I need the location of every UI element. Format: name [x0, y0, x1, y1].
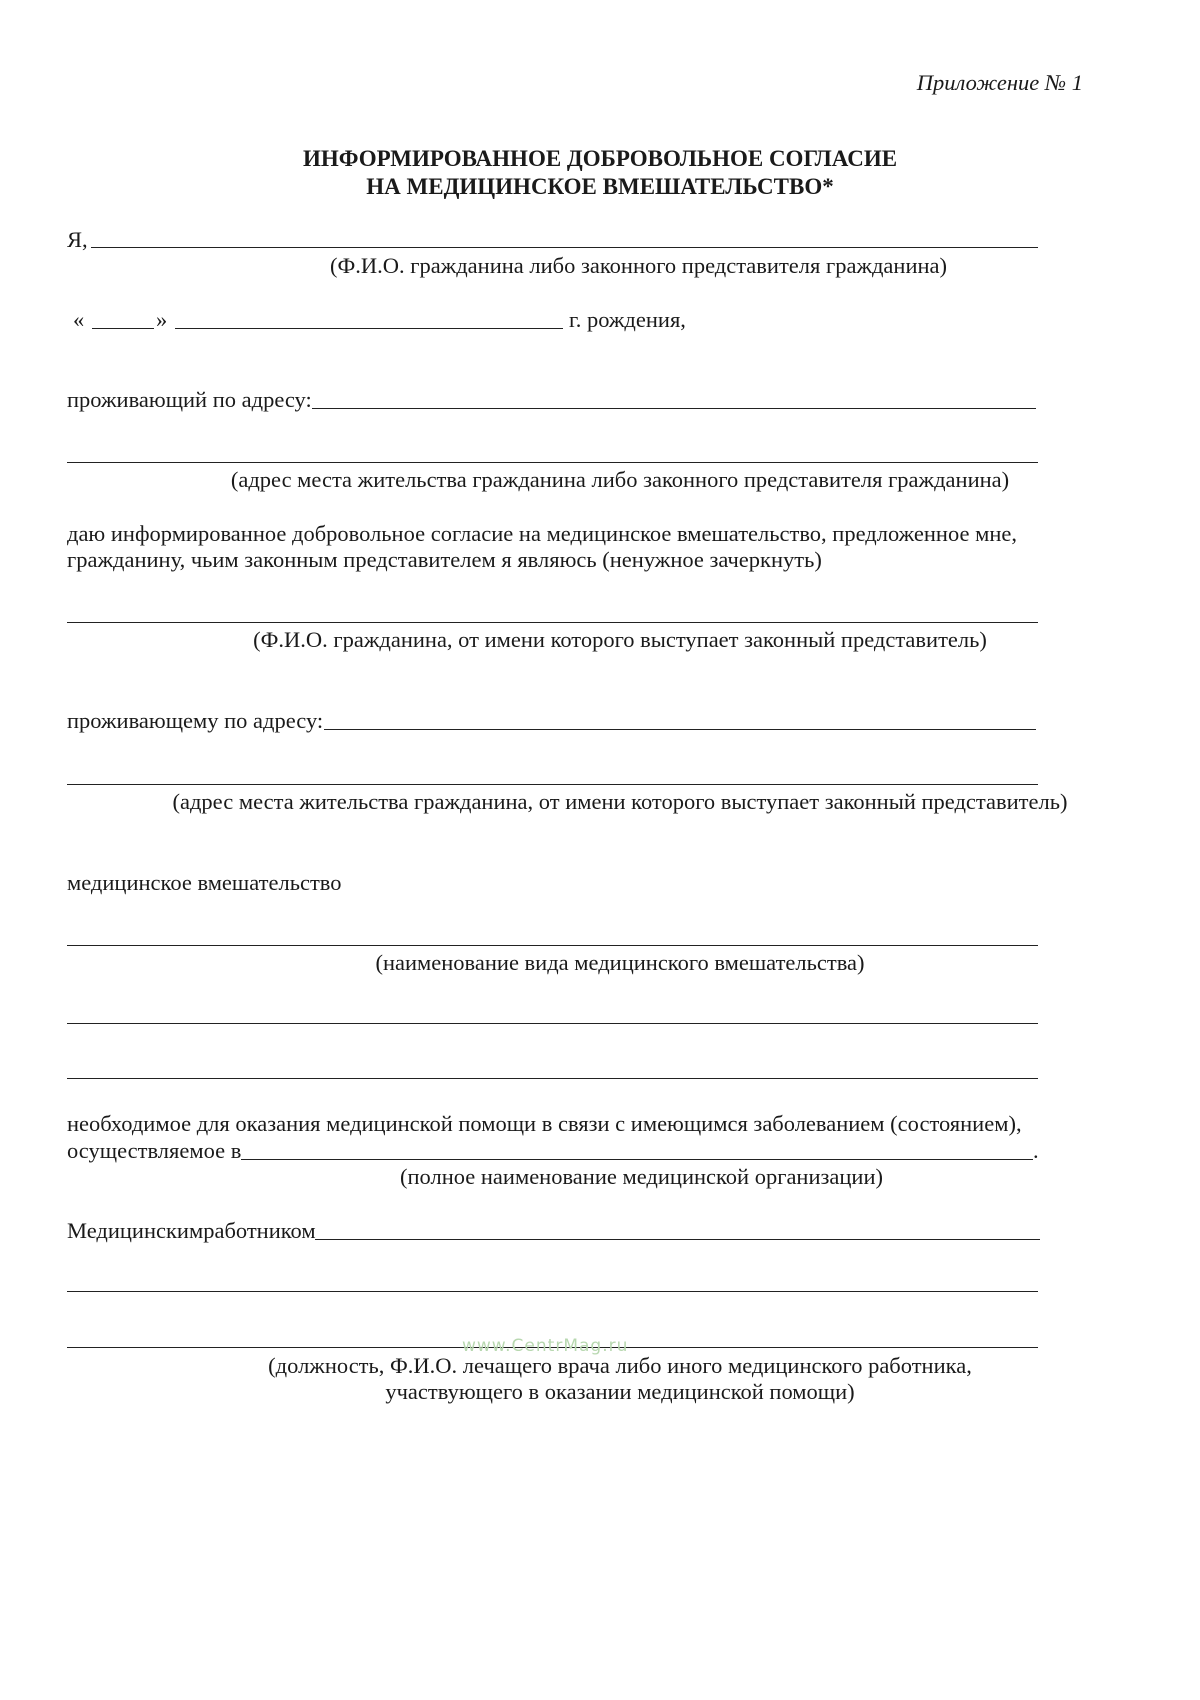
intervention-label: медицинское вмешательство — [67, 870, 342, 895]
birth-day-field[interactable] — [92, 328, 154, 329]
represented-fio-field[interactable] — [67, 622, 1038, 623]
intervention-caption: (наименование вида медицинского вмешательства) — [375, 950, 865, 975]
consent-text-line-2: гражданину, чьим законным представителем я являюсь (ненужное зачеркнуть) — [67, 547, 822, 572]
represented-address-label: проживающему по адресу: — [67, 708, 324, 733]
represented-address-field[interactable] — [324, 729, 1036, 730]
address-label: проживающий по адресу: — [67, 387, 312, 412]
consent-text-line-1: даю информированное добровольное согласие на медицинское вмешательство, предложенное мне, — [67, 521, 1017, 546]
worker-field[interactable] — [315, 1239, 1040, 1240]
necessary-text: необходимое для оказания медицинской помощи в связи с имеющимся заболеванием (состоянием), — [67, 1111, 1022, 1136]
address-caption: (адрес места жительства гражданина либо законного представителя гражданина) — [230, 467, 1010, 492]
worker-caption-line-2: участвующего в оказании медицинской помощи) — [385, 1379, 855, 1404]
watermark: www.CentrMag.ru — [462, 1336, 629, 1356]
worker-label: Медицинскимработником — [67, 1218, 316, 1243]
fio-caption: (Ф.И.О. гражданина либо законного представителя гражданина) — [329, 253, 948, 278]
intervention-field-line-2[interactable] — [67, 1023, 1038, 1024]
organization-field[interactable] — [241, 1159, 1033, 1160]
date-open-quote: « — [73, 307, 85, 332]
intervention-field-line-3[interactable] — [67, 1078, 1038, 1079]
document-title-line-1: ИНФОРМИРОВАННОЕ ДОБРОВОЛЬНОЕ СОГЛАСИЕ — [302, 146, 898, 171]
performed-label: осуществляемое в — [67, 1138, 242, 1163]
i-label: Я, — [67, 227, 88, 252]
address-field[interactable] — [312, 408, 1036, 409]
birth-suffix: г. рождения, — [569, 307, 686, 332]
represented-address-caption: (адрес места жительства гражданина, от имени которого выступает законный представитель) — [172, 789, 1068, 814]
appendix-label: Приложение № 1 — [916, 70, 1083, 95]
fio-field[interactable] — [91, 247, 1038, 248]
represented-address-field-line-2[interactable] — [67, 784, 1038, 785]
represented-fio-caption: (Ф.И.О. гражданина, от имени которого выступает законный представитель) — [253, 627, 987, 652]
birth-month-year-field[interactable] — [175, 328, 563, 329]
organization-caption: (полное наименование медицинской организации) — [400, 1164, 884, 1189]
document-title-line-2: НА МЕДИЦИНСКОЕ ВМЕШАТЕЛЬСТВО* — [366, 174, 834, 199]
performed-period: . — [1033, 1138, 1039, 1163]
worker-caption-line-1: (должность, Ф.И.О. лечащего врача либо иного медицинского работника, — [268, 1353, 972, 1378]
worker-field-line-2[interactable] — [67, 1291, 1038, 1292]
intervention-field[interactable] — [67, 945, 1038, 946]
date-close-quote: » — [156, 307, 168, 332]
address-field-line-2[interactable] — [67, 462, 1038, 463]
